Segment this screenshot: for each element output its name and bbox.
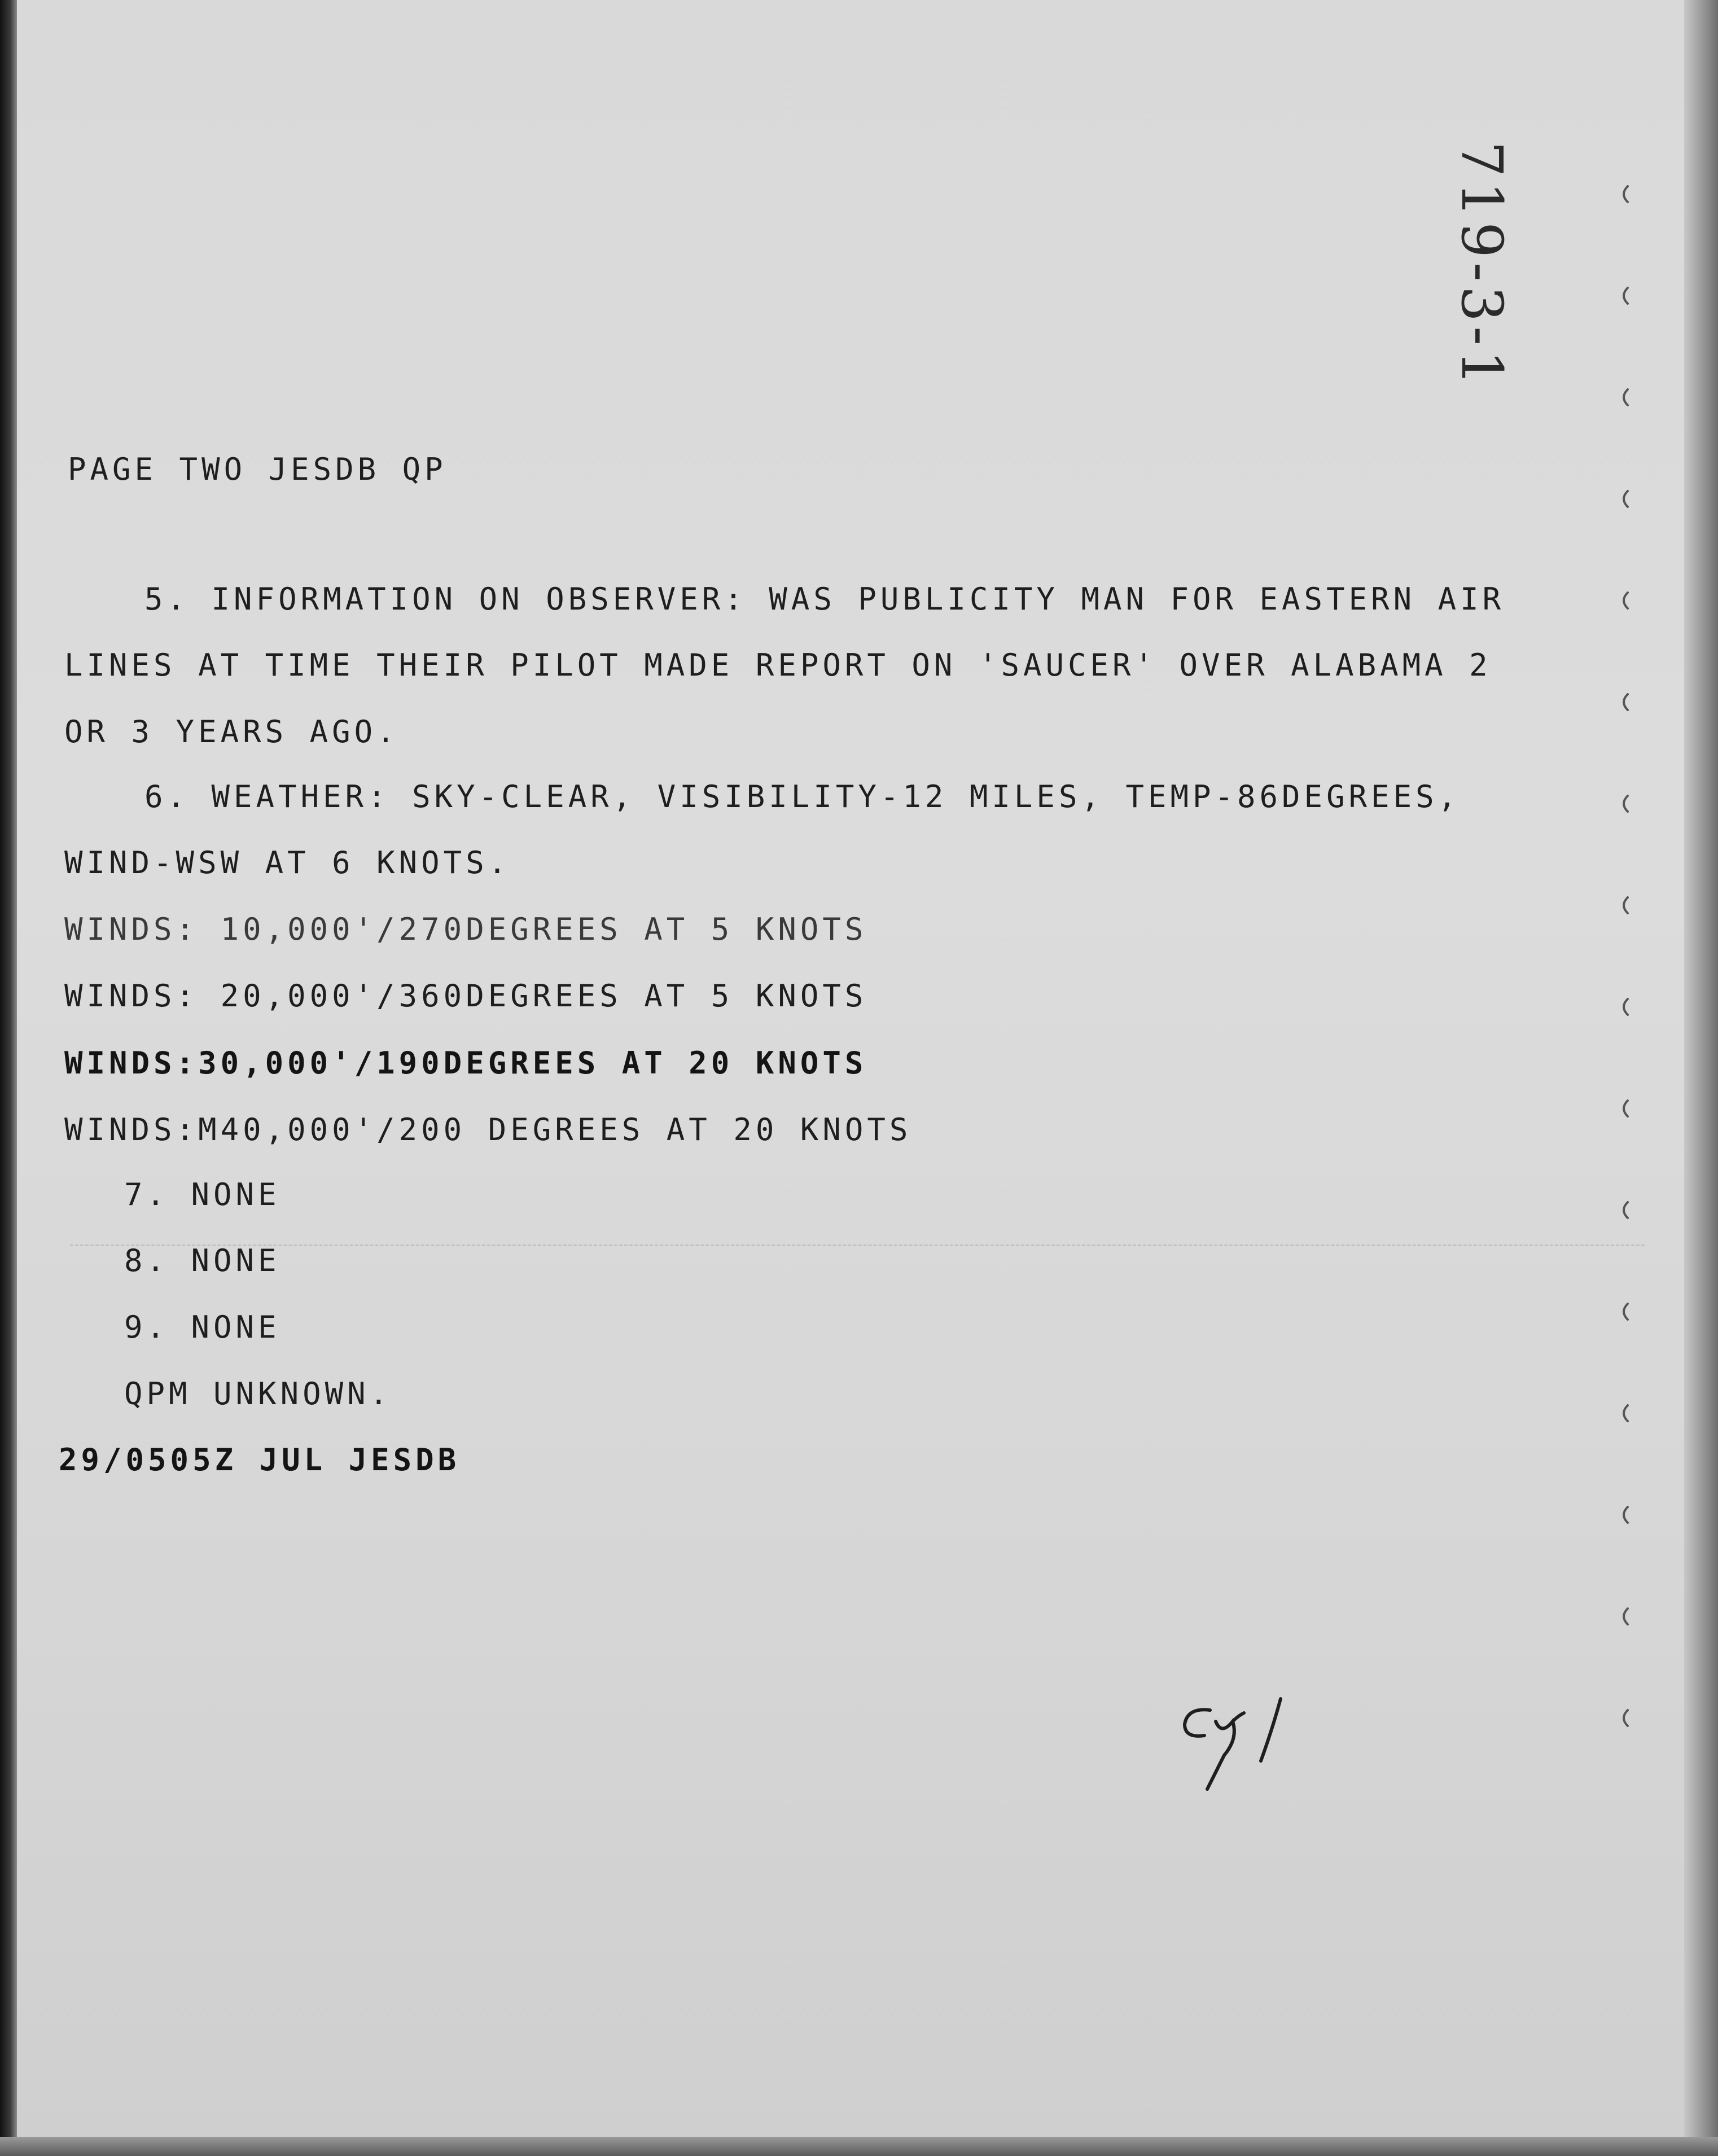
body-line-3: OR 3 YEARS AGO.	[64, 714, 399, 750]
body-line-5: WIND-WSW AT 6 KNOTS.	[64, 845, 511, 880]
body-line-10: 7. NONE	[124, 1177, 281, 1212]
page-header: PAGE TWO JESDB QP	[68, 452, 447, 487]
body-line-12: 9. NONE	[124, 1309, 281, 1345]
body-line-6: WINDS: 10,000'/270DEGREES AT 5 KNOTS	[64, 912, 867, 947]
body-line-11: 8. NONE	[124, 1243, 281, 1278]
handwritten-note	[1171, 1688, 1340, 1806]
margin-ticks	[1611, 164, 1645, 1800]
body-line-4: 6. WEATHER: SKY-CLEAR, VISIBILITY-12 MILES, TEMP-86DEGREES,	[144, 779, 1461, 814]
body-line-8: WINDS:30,000'/190DEGREES AT 20 KNOTS	[64, 1045, 867, 1081]
body-line-7: WINDS: 20,000'/360DEGREES AT 5 KNOTS	[64, 978, 867, 1014]
document-page	[14, 0, 1684, 2139]
page-left-shadow	[0, 0, 17, 2156]
body-line-13: QPM UNKNOWN.	[124, 1376, 392, 1412]
body-line-1: 5. INFORMATION ON OBSERVER: WAS PUBLICITY MAN FOR EASTERN AIR	[144, 581, 1505, 617]
page-right-shadow	[1684, 0, 1718, 2156]
body-line-9: WINDS:M40,000'/200 DEGREES AT 20 KNOTS	[64, 1112, 912, 1147]
body-line-2: LINES AT TIME THEIR PILOT MADE REPORT ON 'SAUCER' OVER ALABAMA 2	[64, 647, 1492, 683]
fold-line	[70, 1244, 1645, 1246]
file-number: 719-3-1	[1449, 141, 1515, 391]
page-bottom-shadow	[0, 2137, 1718, 2156]
body-line-14: 29/0505Z JUL JESDB	[59, 1442, 461, 1478]
